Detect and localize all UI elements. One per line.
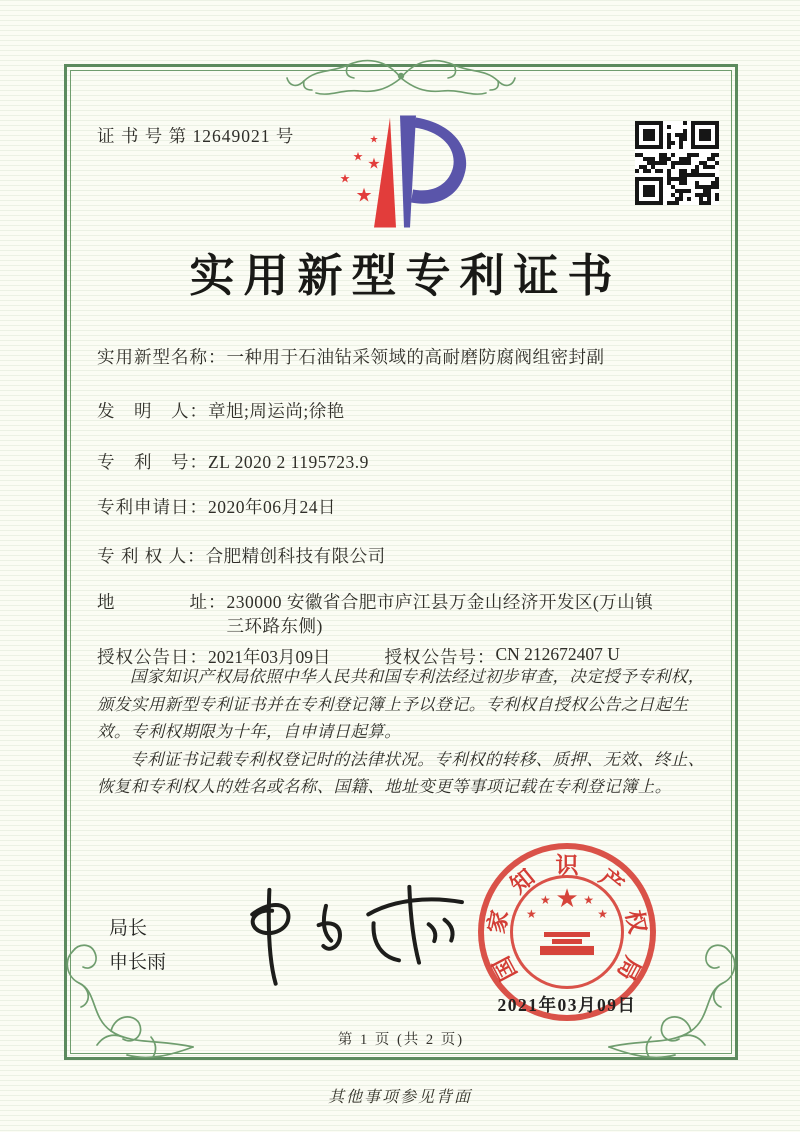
page-number: 第 1 页 (共 2 页): [337, 1032, 465, 1048]
qr-code: [635, 121, 719, 205]
national-emblem-icon: [510, 875, 624, 989]
emblem-star-icon: ★: [540, 893, 551, 907]
field-label: 地 址：: [97, 592, 227, 612]
legal-text: [97, 663, 705, 801]
grant-number-label: 授权公告号：: [384, 647, 496, 667]
grant-date-label: 授权公告日：: [97, 647, 208, 667]
certificate-border-frame: [64, 64, 738, 1060]
grant-number-value: CN 212672407 U: [495, 644, 620, 664]
field-value: ZL 2020 2 1195723.9: [208, 452, 369, 472]
director-name: 申长雨: [109, 952, 167, 973]
field-value: 章旭;周运尚;徐艳: [208, 401, 345, 421]
seal-arc-char: 知: [505, 864, 540, 899]
field-row-filing-date: [97, 495, 709, 519]
director-title: 局长: [109, 918, 148, 939]
field-value: 合肥精创科技有限公司: [205, 546, 386, 566]
svg-text:★: ★: [355, 184, 373, 207]
field-row-inventors: [97, 399, 709, 423]
back-side-note: 其他事项参见背面: [327, 1089, 472, 1106]
certificate-fields: [97, 345, 709, 669]
certificate-number: 证 书 号 第 12649021 号: [97, 126, 295, 146]
emblem-star-icon: ★: [583, 893, 594, 907]
field-value: 一种用于石油钻采领域的高耐磨防腐阀组密封副: [226, 347, 605, 367]
seal-arc-char: 国: [488, 952, 522, 985]
field-label: 专 利 号：: [97, 452, 208, 472]
certificate-title: 实用新型专利证书: [189, 251, 622, 301]
director-signature-autograph: [213, 874, 489, 995]
seal-arc-char: 识: [555, 853, 579, 878]
svg-text:★: ★: [352, 149, 364, 164]
field-label: 发 明 人：: [97, 401, 208, 421]
svg-text:★: ★: [339, 171, 351, 186]
official-seal: [478, 843, 656, 1021]
legal-paragraph: 国家知识产权局依照中华人民共和国专利法经过初步审查，决定授予专利权，颁发实用新型专利证书并在专利登记簿上予以登记。专利权自授权公告之日起生效。专利权期限为十年，自申请日起算。: [97, 667, 705, 741]
autograph-text: [67, 67, 68, 68]
field-label: 专 利 权 人：: [97, 546, 206, 566]
seal-arc-char: 家: [483, 908, 513, 936]
emblem-star-icon: ★: [526, 907, 537, 921]
field-value: 230000 安徽省合肥市庐江县万金山经济开发区(万山镇三环路东侧): [226, 592, 654, 636]
emblem-star-icon: ★: [555, 884, 579, 913]
cnipa-logo-icon: [326, 109, 476, 235]
field-row-patentee: [97, 544, 709, 568]
grant-date-value: 2021年03月09日: [208, 647, 331, 667]
seal-arc-char: 产: [594, 864, 629, 899]
svg-text:★: ★: [367, 154, 381, 173]
top-border-ornament-icon: [284, 51, 518, 105]
director-block: [109, 912, 166, 980]
field-row-patent-number: [97, 450, 709, 474]
emblem-star-icon: ★: [597, 907, 608, 921]
seal-date: 2021年03月09日: [497, 995, 637, 1015]
field-row-name: [97, 345, 709, 369]
seal-arc-char: 局: [612, 952, 646, 985]
svg-text:★: ★: [369, 134, 379, 146]
seal-arc-char: 权: [621, 908, 651, 936]
field-value: 2020年06月24日: [208, 497, 336, 517]
field-label: 实用新型名称：: [97, 347, 227, 367]
field-row-address: [97, 590, 709, 638]
tiananmen-gate-icon: [537, 930, 597, 955]
field-label: 专利申请日：: [97, 497, 208, 517]
legal-paragraph: 专利证书记载专利权登记时的法律状况。专利权的转移、质押、无效、终止、恢复和专利权人的姓名或名称、国籍、地址变更等事项记载在专利登记簿上。: [97, 749, 705, 796]
